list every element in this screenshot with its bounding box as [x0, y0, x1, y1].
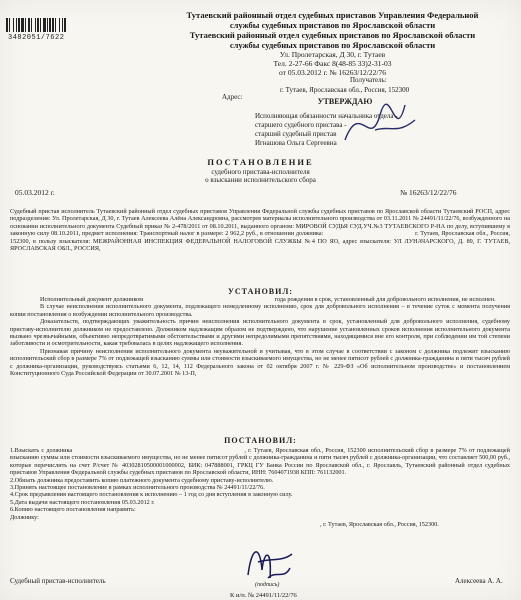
approval-signature — [335, 90, 425, 160]
section-ustanovil: УСТАНОВИЛ: — [228, 287, 293, 296]
subtitle-line2: о взыскании исполнительского сбора — [205, 176, 316, 184]
document-title: ПОСТАНОВЛЕНИЕ — [207, 157, 314, 167]
adres-label: Адрес: — [222, 93, 243, 101]
header-line3: Тутаевский районный отдел судебных приставов по Ярославской области — [189, 30, 476, 40]
subtitle-line1: судебного пристава-исполнителя — [211, 168, 310, 176]
officer-signature — [240, 540, 300, 585]
section-postanovil: ПОСТАНОВИЛ: — [224, 436, 297, 445]
officer-position: Судебный пристав-исполнитель — [10, 577, 106, 585]
item-5: 5.Дата выдачи настоящего постановления 05.03.2012 г. — [10, 498, 155, 506]
header-line2b: службы судебных приставов по Ярославской области — [229, 40, 436, 50]
document-date: 05.03.2012 г. — [15, 188, 55, 197]
case-number-footer: К и/п. № 24491/11/22/76 — [230, 592, 297, 599]
approval-line3: Игнашова Ольга Сергеевна — [255, 139, 337, 147]
document-number: № 16263/12/22/76 — [400, 188, 457, 197]
signature-caption: (подпись) — [255, 582, 280, 588]
paragraph-4: Доказательств, подтверждающих уважительность причин неисполнения исполнительного документа в срок, установленный для добровольного исполнения, судебному приставу-исполнителю должником не предоставлено. Должником надлежащим образом не подтверждено, что нарушение установленных сроков исполнения исполнительного документа вызвано чрезвычайными, объективно непредотвратимыми обстоятельствами и другими непредолимыми препятствиями, находящимися вне его контроля, при соблюдении им той степени заботливости и осмотрительности, какая требовалась в целях надлежащего исполнения. — [10, 318, 510, 348]
receiver-label: Получатель: — [350, 76, 387, 84]
header-line1: Тутаевский районный отдел судебных приставов Управления Федеральной — [186, 10, 479, 20]
established-part1: Исполнительный документ должником — [40, 296, 144, 303]
paragraph-3: В случае неисполнения исполнительного документа, подлежащего немедленному исполнению, срок для добровольного исполнения – в течение суток с момента получения копии постановления о возбуждении исполнительного производства. — [10, 303, 510, 318]
header-ref: от 05.03.2012 г. № 16263/12/22/76 — [279, 68, 386, 77]
approval-title: УТВЕРЖДАЮ — [317, 97, 373, 106]
header-line2: службы судебных приставов по Ярославской области — [229, 20, 436, 30]
item-1 — [10, 447, 510, 477]
item-1-rest: , г. Тутаев, Ярославская обл., Россия, 152300 исполнительский сбор в размере 7% от подлежащей взысканию суммы или стоимости взыскиваемого имущества, но не менее пятисот рублей с должника-гражданина и пяти тысяч рублей с должника-организации, что составляет 500,00 руб., которые перечислить на счет Р/счет № 40302810500001000002, БИК: 047888001, ГРКЦ ГУ Банка России по Ярославской обл., г. Ярославль, Тутаевский районный отдел судебных приставов Управления Федеральной службы судебных приставов по Ярославской области, ИНН: 7604071938 КПП: 761132001. — [10, 447, 510, 477]
item-6-address: , г. Тутаев, Ярославская обл., Россия, 152300. — [320, 521, 439, 529]
established-part2: года рождения в срок, установленный для добровольного исполнения, не исполнен. — [274, 296, 496, 303]
approval-line1: Исполняющая обязанности начальника отдела - старшего судебного пристава - — [255, 112, 398, 129]
item-3: 3.Принять настоящее постановление в рамках исполнительного производства № 24491/11/22/76. — [10, 484, 265, 492]
intro-text-cont: г. Тутаев, Ярославская обл., Россия, 152300, в пользу взыскателя: МЕЖРАЙОННАЯ ИНСПЕКЦИЯ ФЕДЕРАЛЬНОЙ НАЛОГОВОЙ СЛУЖБЫ №4 ПО ЯО, адрес взыскателя: УЛ ЛУНАЧАРСКОГО, Д. 89, Г. ТУТАЕВ, ЯРОСЛАВСКАЯ ОБЛ., РОССИЯ, — [10, 230, 510, 253]
item-1-start: 1.Взыскать с должника — [10, 447, 73, 454]
paragraph-intro — [10, 208, 510, 252]
intro-text: Судебный пристав исполнитель Тутаевский районный отдел судебных приставов Управления Федеральной службы судебных приставов по Ярославской области Тутаевский РОСП, адрес подразделения: Ул. Пролетарская, Д 30, г. Тутаев Алексеева Алёна Александровна, рассмотрев материалы исполнительного производства от 03.11.2011 № 24491/11/22/76, возбужденного на основании исполнительного документа Судебный приказ № 2-478/2011 от 08.10.2011, выданного органом: МИРОВОЙ СУДЬЯ СУД.УЧ.№3 ТУТАЕВСКОГО Р-НА по делу, вступившему в законную силу 08.10.2011, предмет исполнения: Транспортный налог в размере: 2 962,2 руб., в отношении должника: — [10, 208, 510, 238]
approval-line2: старший судебный пристав — [255, 130, 337, 138]
barcode — [6, 18, 126, 32]
header-phones: Тел. 2-27-66 Факс 8(48-85 33)2-31-03 — [273, 59, 392, 68]
item-4: 4.Срок предъявления настоящего постановления к исполнению – 1 год со дня вступления в законную силу. — [10, 491, 293, 499]
decision-items — [10, 447, 510, 528]
header-address: Ул. Пролетарская, Д 30, г. Тутаев — [279, 50, 386, 59]
item-6: 6.Копию настоящего постановления направить: — [10, 506, 136, 514]
document-header — [150, 10, 515, 77]
receiver-address: г. Тутаев, Ярославская обл., Россия, 152300 — [280, 86, 410, 94]
paragraph-5: Признавая причину неисполнения исполнительного документа неуважительной и учитывая, что в этом случае в соответствии с законом с должника подлежит взысканию исполнительский сбор в размере 7% от подлежащей взысканию суммы или стоимости взыскиваемого имущества, но не менее пятисот рублей с должника-гражданина и пяти тысяч рублей с должника-организации, руководствуясь статьями 6, 12, 14, 112 Федерального закона от 02 октября 2007 г. № 229-ФЗ «Об исполнительном производстве» и постановлением Конституционного Суда Российской Федерации от 30.07.2001 № 13-П, — [10, 347, 510, 378]
established-line — [10, 296, 510, 303]
officer-name: Алексеева А. А. — [455, 577, 503, 585]
barcode-number: 3482051/7622 — [8, 34, 65, 42]
paragraph-established — [10, 296, 510, 377]
item-2: 2.Обязать должника предоставить копию платежного документа судебному приставу-исполнителю. — [10, 476, 274, 484]
document-subtitle — [0, 168, 521, 184]
item-6-debtor: Должнику: — [10, 513, 39, 521]
